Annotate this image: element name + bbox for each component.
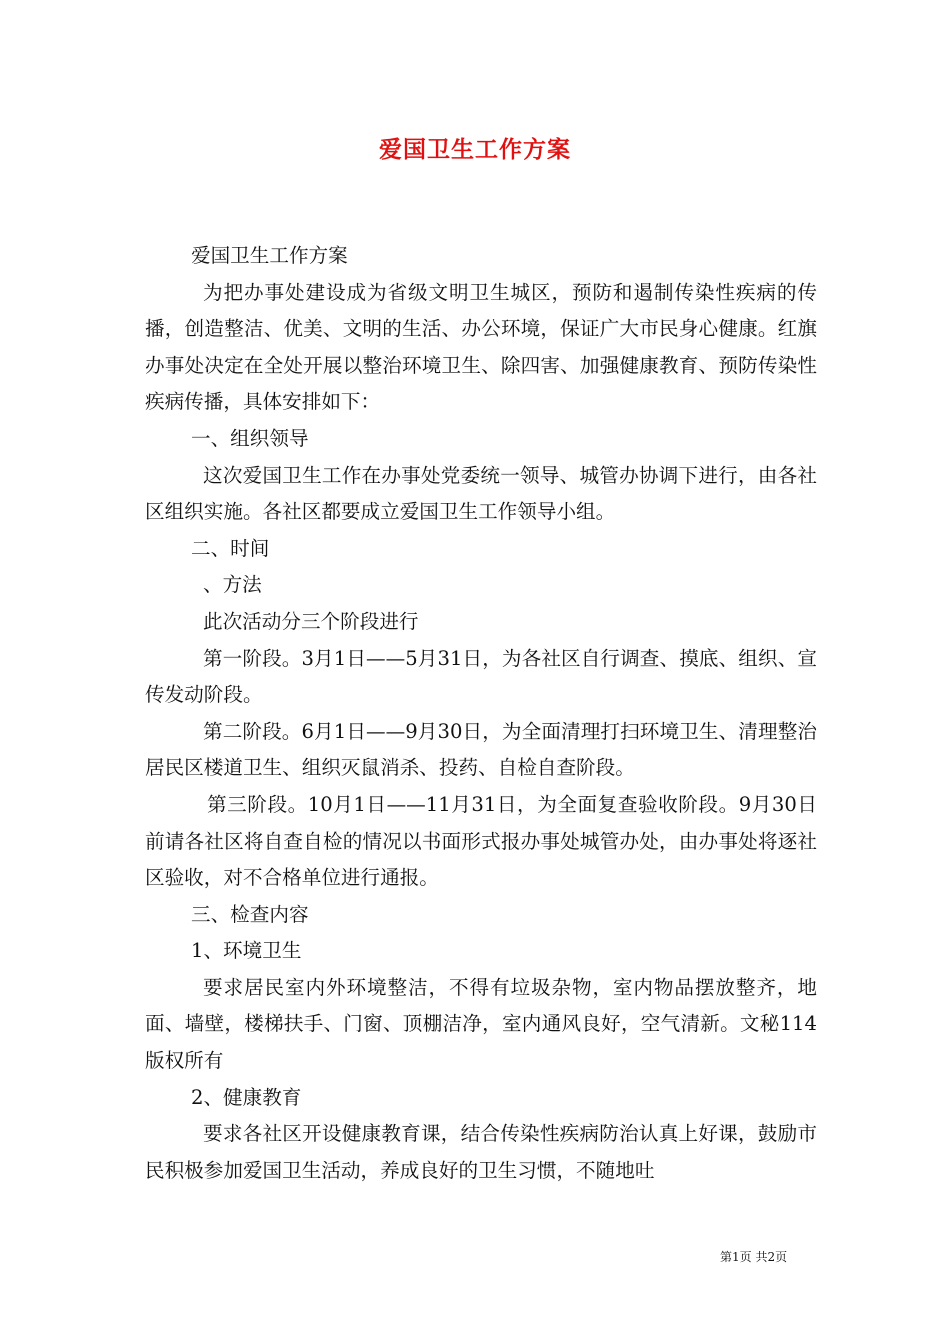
section-heading-method: 、方法	[203, 573, 262, 597]
paragraph-organization: 这次爱国卫生工作在办事处党委统一领导、城管办协调下进行，由各社区组织实施。各社区都要成立爱国卫生工作领导小组。	[145, 463, 817, 524]
paragraph-stage-two: 第二阶段。6月1日——9月30日，为全面清理打扫环境卫生、清理整治居民区楼道卫生、组织灭鼠消杀、投药、自检自查阶段。	[145, 719, 817, 780]
paragraph-health-education: 要求各社区开设健康教育课，结合传染性疾病防治认真上好课，鼓励市民积极参加爱国卫生活动，养成良好的卫生习惯，不随地吐	[145, 1122, 817, 1182]
paragraph-stage-one: 第一阶段。3月1日——5月31日，为各社区自行调查、摸底、组织、宣传发动阶段。	[145, 646, 817, 707]
paragraph-environment: 要求居民室内外环境整洁，不得有垃圾杂物，室内物品摆放整齐，地面、墙壁，楼梯扶手、门窗、顶棚洁净，室内通风良好，空气清新。文秘114版权所有	[145, 975, 817, 1073]
document-title: 爱国卫生工作方案	[379, 136, 571, 163]
section-heading-time: 二、时间	[191, 536, 270, 560]
page-indicator: 第1页 共2页	[720, 1250, 788, 1264]
paragraph-intro: 为把办事处建设成为省级文明卫生城区，预防和遏制传染性疾病的传播，创造整洁、优美、文明的生活、办公环境，保证广大市民身心健康。红旗办事处决定在全处开展以整治环境卫生、除四害、加强健康教育、预防传染性疾病传播，具体安排如下：	[145, 280, 817, 414]
document-body	[145, 238, 817, 1189]
section-heading-inspection: 三、检查内容	[191, 902, 309, 926]
paragraph-stage-three: 第三阶段。10月1日——11月31日，为全面复查验收阶段。9月30日前请各社区将自查自检的情况以书面形式报办事处城管办处，由办事处将逐社区验收，对不合格单位进行通报。	[145, 792, 817, 890]
subsection-heading-environment: 1、环境卫生	[191, 939, 302, 963]
paragraph-stages-intro: 此次活动分三个阶段进行	[203, 609, 419, 633]
section-heading-organization: 一、组织领导	[191, 426, 309, 450]
paragraph-heading: 爱国卫生工作方案	[191, 244, 348, 267]
subsection-heading-health-education: 2、健康教育	[191, 1085, 302, 1109]
